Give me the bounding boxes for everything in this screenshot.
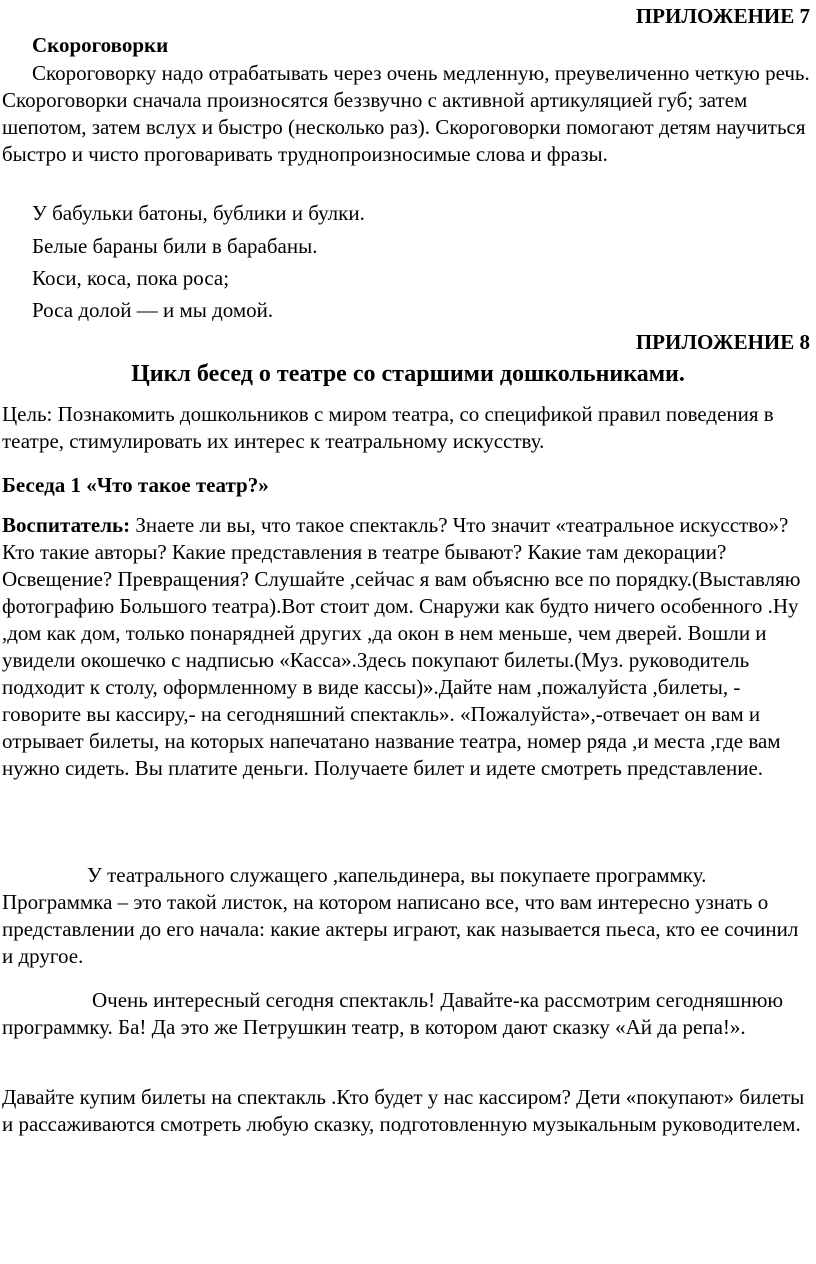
programme-paragraph: У театрального служащего ,капельдинера, вы покупаете программку. Программка – это такой листок, на котором написано все, что вам интересно узнать о представлении до его начала: какие актеры играют, как называется пьеса, кто ее сочинил и другое. xyxy=(2,863,799,968)
tongue-twister-1: У бабульки батоны, бублики и булки. xyxy=(32,201,365,225)
tongue-twister-3: Коси, коса, пока роса; xyxy=(32,266,230,290)
goal-paragraph: Цель: Познакомить дошкольников с миром театра, со спецификой правил поведения в театре, стимулировать их интерес к театральному искусству. xyxy=(2,402,774,453)
speaker-label: Воспитатель: xyxy=(2,513,131,537)
performance-paragraph: Очень интересный сегодня спектакль! Давайте-ка рассмотрим сегодняшнюю программку. Ба! Да это же Петрушкин театр, в котором дают сказку «Ай да репа!». xyxy=(2,988,784,1039)
tongue-twisters-heading: Скороговорки xyxy=(32,33,169,57)
talk-1-heading: Беседа 1 «Что такое театр?» xyxy=(2,473,269,497)
tickets-paragraph: Давайте купим билеты на спектакль .Кто будет у нас кассиром? Дети «покупают» билеты и рассаживаются смотреть любую сказку, подготовленную музыкальным руководителем. xyxy=(2,1085,805,1136)
talks-cycle-title: Цикл бесед о театре со старшими дошкольниками. xyxy=(131,361,685,387)
talk-1-text: Знаете ли вы, что такое спектакль? Что значит «театральное искусство»? Кто такие авторы? Какие представления в театре бывают? Какие там декорации? Освещение? Превращения? Слушайте ,сейчас я вам объясню все по порядку.(Выставляю фотографию Большого театра).Вот стоит дом. Снаружи как будто ничего особенного .Ну ,дом как дом, только понарядней других ,да окон в нем меньше, чем дверей. Вошли и увидели окошечко с надписью «Касса».Здесь покупают билеты.(Муз. руководитель подходит к столу, оформленному в виде кассы)».Дайте нам ,пожалуйста ,билеты, - говорите вы кассиру,- на сегодняшний спектакль». «Пожалуйста»,-отвечает он вам и отрывает билеты, на которых напечатано название театра, номер ряда ,и места ,где вам нужно сидеть. Вы платите деньги. Получаете билет и идете смотреть представление. xyxy=(2,513,801,780)
appendix-8-label: ПРИЛОЖЕНИЕ 8 xyxy=(635,330,810,354)
tongue-twister-4: Роса долой — и мы домой. xyxy=(32,298,274,322)
tongue-twisters-intro: Скороговорку надо отрабатывать через очень медленную, преувеличенно четкую речь. Скороговорки сначала произносятся беззвучно с активной артикуляцией губ; затем шепотом, затем вслух и быстро (несколько раз). Скороговорки помогают детям научиться быстро и чисто проговаривать труднопроизносимые слова и фразы. xyxy=(2,61,810,166)
talk-1-paragraph xyxy=(2,512,814,782)
tongue-twister-2: Белые бараны били в барабаны. xyxy=(32,234,318,258)
appendix-7-label: ПРИЛОЖЕНИЕ 7 xyxy=(635,4,810,28)
